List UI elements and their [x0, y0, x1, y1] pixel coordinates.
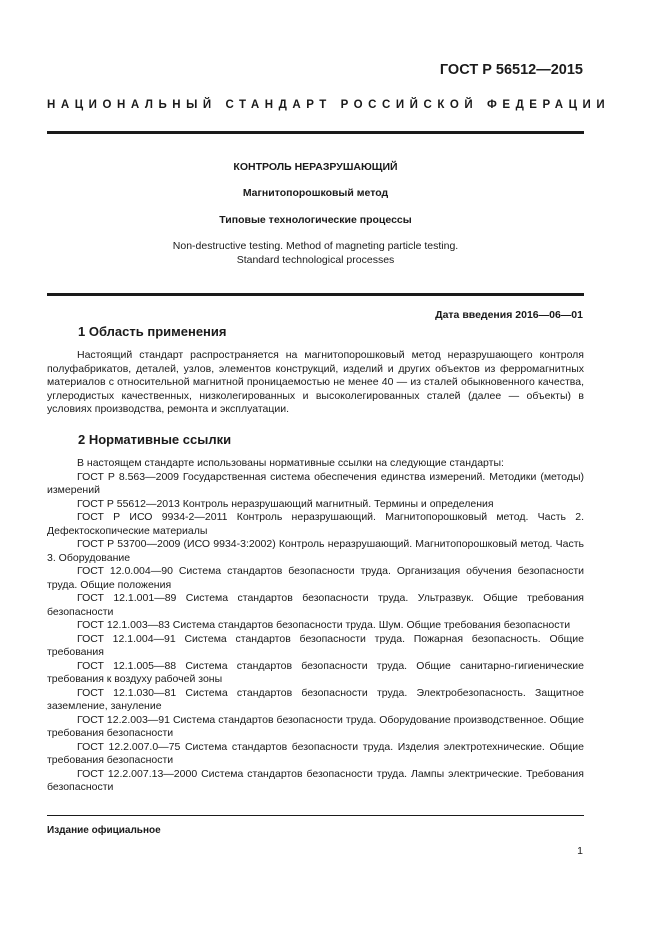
national-standard-banner: НАЦИОНАЛЬНЫЙ СТАНДАРТ РОССИЙСКОЙ ФЕДЕРАЦИИ [47, 99, 611, 111]
section1-paragraph: Настоящий стандарт распространяется на магнитопорошковый метод неразрушающего контроля полуфабрикатов, деталей, узлов, элементов конструкций, изделий и других объектов из ферромагнитных материалов с относительной магнитной проницаемостью не менее 40 — из сталей обыкновенного качества, углеродистых качественных, низколегированных и высоколегированных сталей (далее — объекты) в условиях производства, ремонта и эксплуатации. [47, 349, 584, 415]
title-divider [47, 293, 584, 296]
section1-body [47, 349, 584, 417]
references-list [47, 457, 584, 795]
top-divider [47, 131, 584, 134]
reference-item: ГОСТ 12.0.004—90 Система стандартов безопасности труда. Организация обучения безопасности труда. Общие положения [47, 565, 584, 591]
reference-item: ГОСТ 12.1.005—88 Система стандартов безопасности труда. Общие санитарно-гигиенические требования к воздуху рабочей зоны [47, 659, 584, 685]
section1-heading: 1 Область применения [78, 324, 227, 339]
section2-heading: 2 Нормативные ссылки [78, 432, 232, 447]
page-number: 1 [577, 845, 583, 857]
reference-item: ГОСТ 12.1.030—81 Система стандартов безопасности труда. Электробезопасность. Защитное заземление, зануление [47, 686, 584, 712]
reference-item: ГОСТ 12.2.007.13—2000 Система стандартов безопасности труда. Лампы электрические. Требования безопасности [47, 767, 584, 793]
title-english-line1: Non-destructive testing. Method of magneting particle testing. [172, 240, 459, 252]
reference-item: ГОСТ Р 8.563—2009 Государственная система обеспечения единства измерений. Методики (методы) измерений [47, 470, 584, 496]
title-subtitle-processes: Типовые технологические процессы [219, 214, 412, 226]
reference-item: ГОСТ 12.2.007.0—75 Система стандартов безопасности труда. Изделия электротехнические. Общие требования безопасности [47, 740, 584, 766]
document-number: ГОСТ Р 56512—2015 [439, 62, 583, 78]
introduction-date: Дата введения 2016—06—01 [435, 309, 583, 321]
reference-item: В настоящем стандарте использованы нормативные ссылки на следующие стандарты: [77, 457, 504, 469]
official-edition-label: Издание официальное [47, 825, 161, 836]
reference-item: ГОСТ Р 55612—2013 Контроль неразрушающий магнитный. Термины и определения [77, 497, 494, 510]
title-english-line2: Standard technological processes [236, 254, 395, 266]
reference-item: ГОСТ Р ИСО 9934-2—2011 Контроль неразрушающий. Магнитопорошковый метод. Часть 2. Дефектоскопические материалы [47, 511, 584, 537]
reference-item: ГОСТ 12.1.001—89 Система стандартов безопасности труда. Ультразвук. Общие требования безопасности [47, 592, 584, 618]
title-main: КОНТРОЛЬ НЕРАЗРУШАЮЩИЙ [233, 161, 398, 173]
reference-item: ГОСТ 12.1.003—83 Система стандартов безопасности труда. Шум. Общие требования безопасности [77, 619, 571, 631]
title-subtitle-method: Магнитопорошковый метод [242, 187, 389, 199]
reference-item: ГОСТ 12.2.003—91 Система стандартов безопасности труда. Оборудование производственное. Общие требования безопасности [47, 713, 584, 739]
reference-item: ГОСТ Р 53700—2009 (ИСО 9934-3:2002) Контроль неразрушающий. Магнитопорошковый метод. Часть 3. Оборудование [47, 538, 584, 564]
footer-divider [47, 815, 584, 816]
reference-item: ГОСТ 12.1.004—91 Система стандартов безопасности труда. Пожарная безопасность. Общие требования [47, 632, 584, 658]
